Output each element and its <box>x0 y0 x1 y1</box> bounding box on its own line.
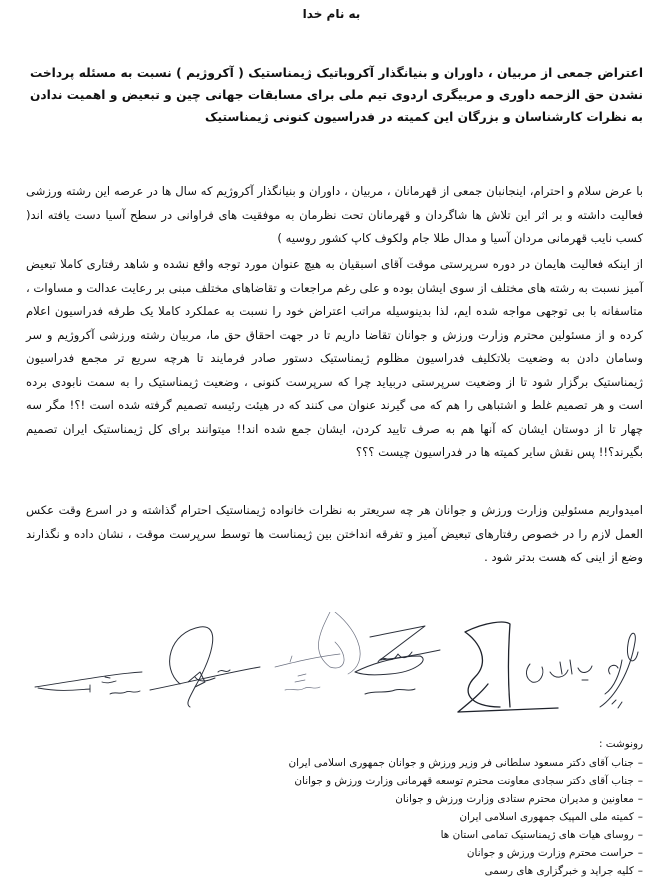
cc-item-text: جناب آقای دکتر مسعود سلطانی فر وزیر ورزش و جوانان جمهوری اسلامی ایران <box>288 757 634 769</box>
dash-icon: – <box>637 793 643 805</box>
basmala-heading: به نام خدا <box>302 7 361 21</box>
cc-item <box>243 772 643 790</box>
cc-list <box>243 754 643 880</box>
cc-item-text: کمیته ملی المپیک جمهوری اسلامی ایران <box>459 811 634 823</box>
signature-5 <box>458 622 558 712</box>
paragraph-request: امیدواریم مسئولین وزارت ورزش و جوانان هر چه سریعتر به نظرات خانواده ژیمناستیک احترام گذاشته و در اسرع وقت عکس العمل لازم را در خصوص رفتارهای تبعیض آمیز و تفرقه انداختن بین ژیمناست ها توسط سرپرست موقت ، نشان داده و نگذارند وضع از اینی که هست بدتر شود . <box>26 503 643 564</box>
cc-item-text: کلیه جراید و خبرگزاری های رسمی <box>484 865 634 877</box>
paragraph-complaint: از اینکه فعالیت هایمان در دوره سرپرستی موقت آقای اسبقیان به هیچ عنوان مورد توجه واقع نشده و شاهد رفتاری کاملا تبعیض آمیز نسبت به رشته های مختلف از سوی ایشان بوده و علی رغم مراجعات و تقاضاهای مختلف مبنی بر رعایت عدالت و مساوات ، متاسفانه با بی توجهی مواجه شده ایم، لذا بدینوسیله مراتب اعتراض خود را نسبت به عملکرد کاملا یک طرفه فدراسیون اعلام کرده و از مسئولین محترم وزارت ورزش و جوانان تقاضا داریم تا در جهت احقاق حق ما، مربیان رشته ورزشی آکروژیم و سر وسامان دادن به وضعیت بلاتکلیف فدراسیون مظلوم ژیمناستیک دستور صادر فرمایند تا هرچه سریع تر مجمع فدراسیون ژیمناستیک برگزار شود تا از وضعیت سرپرستی دربیاید چرا که سرپرست کنونی ، وضعیت ژیمناستیک را به سمت نابودی برده است و هر تصمیم غلط و اشتباهی را هم که می گیرند عنوان می کنند که در هیئت رئیسه تصمیم گرفته شده است !؟! مگر سه چهار تا از دوستان ایشان که آنها هم به صرف تایید کردن، ایشان جمع شده اند!! میتوانند برای کل ژیمناستیک ایران تصمیم بگیرند؟!! پس نقش سایر کمیته ها در فدراسیون چیست ؟؟؟ <box>26 257 643 459</box>
signatures-block <box>30 612 640 722</box>
signature-6 <box>526 660 592 682</box>
cc-item <box>243 790 643 808</box>
dash-icon: – <box>637 811 643 823</box>
cc-section <box>243 735 643 880</box>
cc-item <box>243 844 643 862</box>
signature-2 <box>150 627 260 707</box>
cc-item-text: حراست محترم وزارت ورزش و جوانان <box>466 847 634 859</box>
dash-icon: – <box>637 757 643 769</box>
cc-item-text: روسای هیات های ژیمناستیک تمامی استان ها <box>440 829 634 841</box>
dash-icon: – <box>637 847 643 859</box>
dash-icon: – <box>637 775 643 787</box>
dash-icon: – <box>637 865 643 877</box>
signature-4 <box>355 626 440 694</box>
cc-item <box>243 754 643 772</box>
cc-title: رونوشت : <box>598 738 643 750</box>
signature-7 <box>600 633 638 708</box>
cc-item <box>243 826 643 844</box>
cc-item <box>243 862 643 880</box>
cc-item <box>243 808 643 826</box>
letter-title: اعتراض جمعی از مربیان ، داوران و بنیانگذار آکروباتیک ژیمناستیک ( آکروژیم ) نسبت به مسئله پرداخت نشدن حق الزحمه داوری و مربیگری اردوی تیم ملی برای مسابقات جهانی چین و تبعیض و اهمیت ندادن به نظرات کارشناسان و بزرگان این کمیته در فدراسیون کنونی ژیمناستیک <box>30 66 643 124</box>
paragraph-greeting: با عرض سلام و احترام، اینجانبان جمعی از قهرمانان ، مربیان ، داوران و بنیانگذار آکروژیم که سال ها در عرصه این رشته ورزشی فعالیت داشته و بر اثر این تلاش ها شاگردان و قهرمانان تحت نظرمان به موفقیت های فراوانی در سطح آسیا دست یافته اند( کسب نایب قهرمانی مردان آسیا و مدال طلا جام ولکوف کاپ کشور روسیه ) <box>26 184 643 245</box>
signature-1 <box>35 672 142 694</box>
cc-item-text: معاونین و مدیران محترم ستادی وزارت ورزش و جوانان <box>395 793 634 805</box>
signature-3 <box>275 612 360 690</box>
cc-item-text: جناب آقای دکتر سجادی معاونت محترم توسعه قهرمانی وزارت ورزش و جوانان <box>294 775 634 787</box>
dash-icon: – <box>637 829 643 841</box>
